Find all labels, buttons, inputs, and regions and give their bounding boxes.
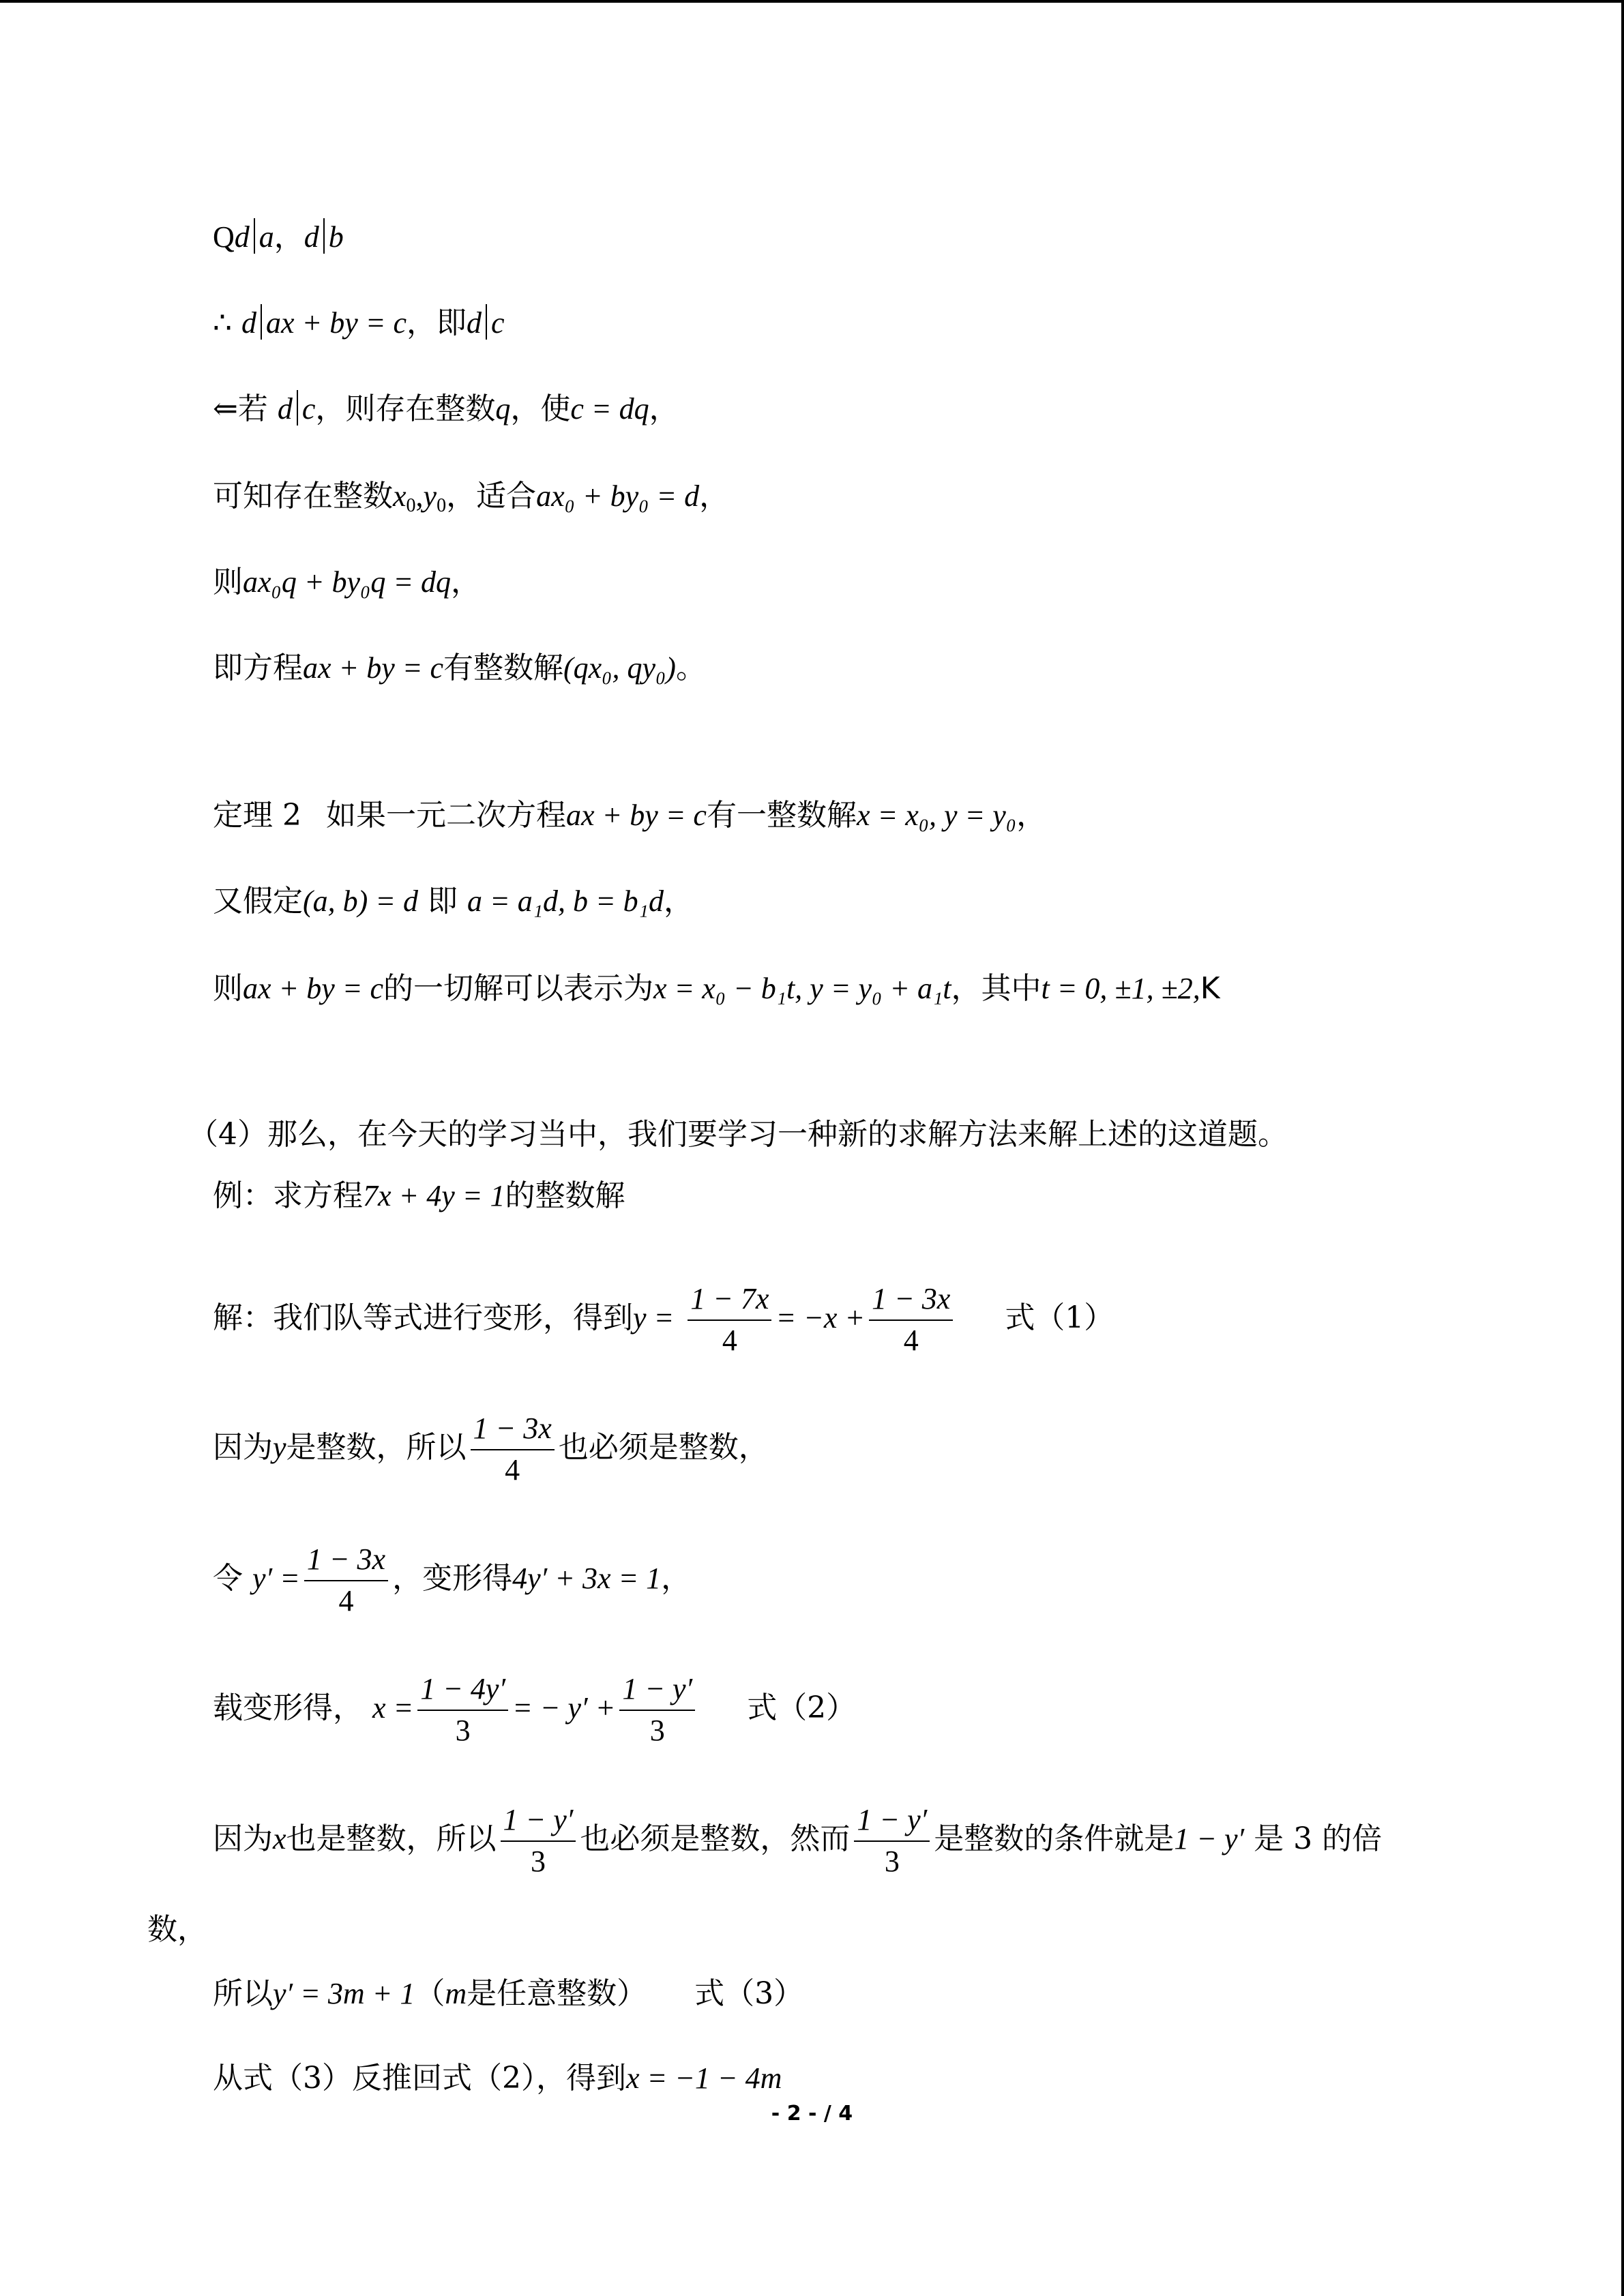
divides-bar	[323, 218, 325, 254]
fraction: $\frac{1 - 3x}{4}$	[471, 1412, 555, 1487]
solution-line-2: 因为y是整数，所以 $\frac{1 - 3x}{4}$ 也必须是整数，	[213, 1412, 769, 1487]
theorem-label: 定理 2	[213, 798, 301, 833]
equation-tag: 式（2）	[747, 1690, 857, 1726]
divides-bar	[261, 304, 262, 340]
fraction: $\frac{1 - y'}{3}$	[619, 1672, 695, 1748]
proof-line-6: 即方程ax + by = c有整数解(qx₀, qy₀)。	[213, 651, 706, 685]
proof-line-3: ⇐若 d c，则存在整数q，使c = dq，	[213, 391, 679, 426]
fraction: $\frac{1 - 3x}{4}$	[304, 1542, 388, 1618]
fraction: $\frac{1 - 3x}{4}$	[869, 1282, 953, 1358]
proof-line-1: Qd a，d b	[213, 220, 344, 254]
page-number: - 2 - / 4	[771, 2102, 853, 2126]
solution-line-7: 从式（3）反推回式（2），得到x = −1 − 4m	[213, 2061, 782, 2096]
fraction: $\frac{1 - 4y'}{3}$	[417, 1672, 508, 1748]
fraction: $\frac{1 - y'}{3}$	[501, 1803, 576, 1879]
because-symbol: Q	[213, 220, 235, 254]
proof-line-4: 可知存在整数$x_0,y_0$，适合ax₀ + by₀ = d，	[213, 479, 730, 516]
section4-heading: （4）那么，在今天的学习当中，我们要学习一种新的求解方法来解上述的这道题。	[188, 1117, 1288, 1152]
solution-line-5: 因为x也是整数，所以 $\frac{1 - y'}{3}$ 也必须是整数，然而 $\frac{1 - y'}{3}$ 是整数的条件就是1 − y′ 是 3 的倍	[213, 1803, 1383, 1878]
divides-bar	[486, 304, 487, 340]
divides-bar	[297, 390, 298, 426]
solution-line-3: 令 y′ = $\frac{1 - 3x}{4}$ ，变形得4y′ + 3x = 1，	[213, 1542, 692, 1617]
fraction: $\frac{1 - y'}{3}$	[854, 1803, 930, 1879]
solution-line-1: 解：我们队等式进行变形，得到y = $\frac{1 - 7x}{4}$ = −x + $\frac{1 - 3x}{4}$ 式（1）	[213, 1282, 1114, 1357]
solution-line-4: 载变形得， x = $\frac{1 - 4y'}{3}$ = − y′ + $\frac{1 - y'}{3}$ 式（2）	[213, 1672, 857, 1747]
theorem2-line-2: 又假定(a, b) = d 即 a = a₁d, b = b₁d，	[213, 884, 694, 919]
fraction: $\frac{1 - 7x}{4}$	[688, 1282, 771, 1358]
right-border	[1621, 0, 1624, 2296]
theorem2-line-1: 定理 2 如果一元二次方程ax + by = c有一整数解x = x₀, y = y₀，	[213, 798, 1047, 833]
solution-line-5-wrap: 数，	[147, 1912, 207, 1947]
theorem2-line-3: 则ax + by = c的一切解可以表示为x = x₀ − b₁t, y = y₀ + a₁t，其中t = 0, ±1, ±2,K	[213, 971, 1220, 1006]
proof-line-5: 则ax₀q + by₀q = dq，	[213, 565, 482, 599]
equation-tag: 式（3）	[694, 1976, 804, 2011]
example-line: 例：求方程7x + 4y = 1的整数解	[213, 1178, 625, 1213]
solution-line-6: 所以y′ = 3m + 1（m是任意整数） 式（3）	[213, 1976, 804, 2011]
equation-tag: 式（1）	[1005, 1300, 1114, 1336]
implied-by-arrow: ⇐	[213, 392, 238, 426]
proof-line-2: ∴ d ax + by = c，即d c	[213, 305, 505, 340]
top-border	[0, 0, 1624, 3]
divides-bar	[254, 218, 255, 254]
